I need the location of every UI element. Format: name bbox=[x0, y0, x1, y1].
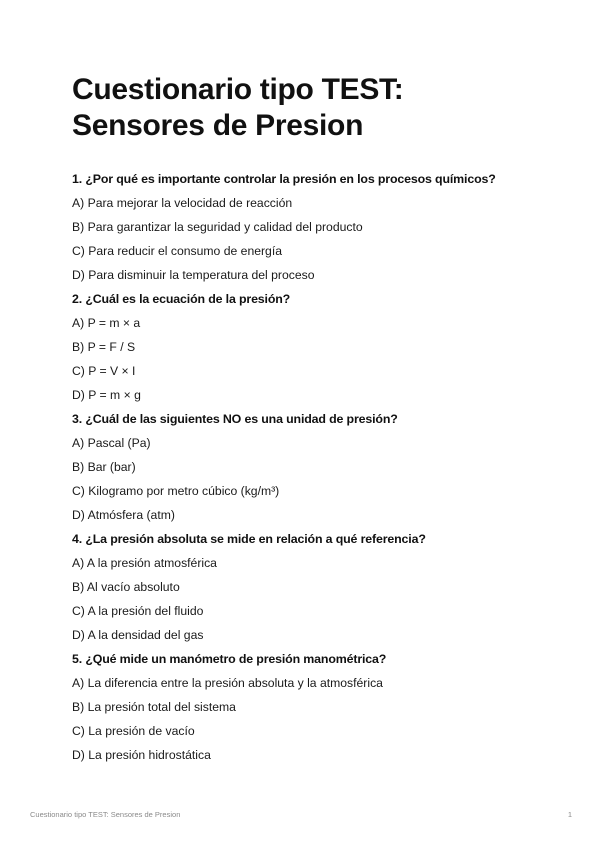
answer-option-d: D) A la densidad del gas bbox=[72, 628, 204, 642]
answer-option-b: B) Para garantizar la seguridad y calidad del producto bbox=[72, 220, 363, 234]
answer-option-d: D) La presión hidrostática bbox=[72, 748, 211, 762]
answer-option-c: C) A la presión del fluido bbox=[72, 604, 204, 618]
answer-option-d: D) Para disminuir la temperatura del proceso bbox=[72, 268, 315, 282]
question-2 bbox=[72, 287, 542, 407]
page-title bbox=[72, 72, 542, 144]
answer-option-b: B) Al vacío absoluto bbox=[72, 580, 180, 594]
answer-option-c: C) Para reducir el consumo de energía bbox=[72, 244, 283, 258]
question-text: 3. ¿Cuál de las siguientes NO es una unidad de presión? bbox=[72, 412, 398, 426]
question-text: 1. ¿Por qué es importante controlar la presión en los procesos químicos? bbox=[72, 172, 496, 186]
answer-option-b: B) Bar (bar) bbox=[72, 460, 136, 474]
page-title-line-1: Cuestionario tipo TEST: bbox=[72, 73, 404, 106]
answer-option-a: A) La diferencia entre la presión absoluta y la atmosférica bbox=[72, 676, 383, 690]
question-list bbox=[72, 167, 542, 767]
answer-option-d: D) P = m × g bbox=[72, 388, 141, 402]
question-text: 2. ¿Cuál es la ecuación de la presión? bbox=[72, 292, 291, 306]
question-text: 4. ¿La presión absoluta se mide en relación a qué referencia? bbox=[72, 532, 426, 546]
question-5 bbox=[72, 647, 542, 767]
answer-option-b: B) P = F / S bbox=[72, 340, 136, 354]
footer-page-number: 1 bbox=[567, 810, 572, 819]
answer-option-c: C) Kilogramo por metro cúbico (kg/m³) bbox=[72, 484, 280, 498]
answer-option-a: A) Pascal (Pa) bbox=[72, 436, 151, 450]
answer-option-c: C) La presión de vacío bbox=[72, 724, 195, 738]
answer-option-a: A) A la presión atmosférica bbox=[72, 556, 217, 570]
question-3 bbox=[72, 407, 542, 527]
footer-document-title: Cuestionario tipo TEST: Sensores de Presion bbox=[30, 810, 181, 819]
question-text: 5. ¿Qué mide un manómetro de presión manométrica? bbox=[72, 652, 387, 666]
answer-option-d: D) Atmósfera (atm) bbox=[72, 508, 175, 522]
question-1 bbox=[72, 167, 542, 287]
question-4 bbox=[72, 527, 542, 647]
answer-option-a: A) P = m × a bbox=[72, 316, 141, 330]
answer-option-b: B) La presión total del sistema bbox=[72, 700, 236, 714]
answer-option-a: A) Para mejorar la velocidad de reacción bbox=[72, 196, 293, 210]
page-title-line-2: Sensores de Presion bbox=[72, 109, 364, 142]
answer-option-c: C) P = V × I bbox=[72, 364, 136, 378]
